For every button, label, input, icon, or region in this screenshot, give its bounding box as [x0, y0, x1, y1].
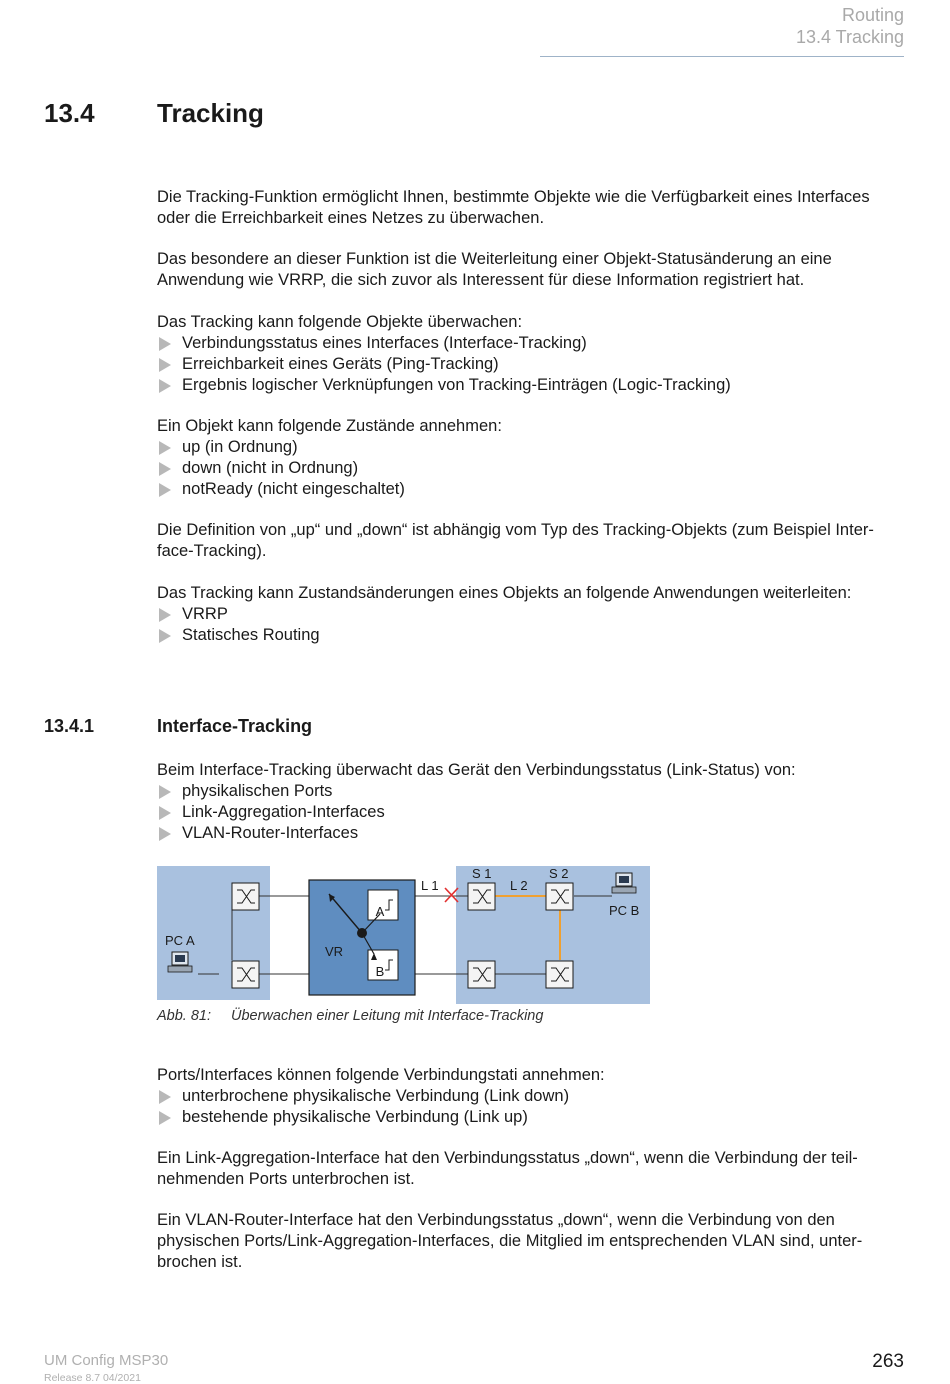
paragraph-text: Das besondere an dieser Funktion ist die Weiterleitung einer Objekt-Statusänderung an eine Anwendung wie VRRP, die sich zuvor als Interessent für diese Information registriert hat.: [157, 250, 832, 289]
bullet-triangle-icon: [159, 827, 171, 841]
link-l2-label: L 2: [510, 878, 528, 893]
bullet-triangle-icon: [159, 1111, 171, 1125]
subsection-number: 13.4.1: [44, 716, 95, 736]
bullet-triangle-icon: [159, 483, 171, 497]
list-item: [157, 458, 907, 479]
list-item: [157, 1107, 907, 1128]
list-item: [157, 625, 907, 646]
pc-a-label: PC A: [165, 933, 195, 948]
bullet-triangle-icon: [159, 608, 171, 622]
footer-doc-title: UM Config MSP30: [44, 1352, 169, 1369]
list-applications: [157, 583, 907, 646]
list-item-text: physikalischen Ports: [182, 782, 333, 800]
pc-b-label: PC B: [609, 903, 640, 918]
list-item: [157, 781, 907, 802]
list-item: [157, 479, 907, 500]
list-intro: Beim Interface-Tracking überwacht das Gerät den Verbindungsstatus (Link-Status) von:: [157, 761, 796, 779]
list-item-text: VRRP: [182, 605, 228, 623]
list-intro: Das Tracking kann Zustandsänderungen eines Objekts an folgende Anwendungen weiterleiten:: [157, 584, 852, 602]
list-item: [157, 333, 907, 354]
section-number: 13.4: [44, 98, 95, 128]
pc-b-icon: [612, 873, 636, 893]
paragraph-vlan-router: [157, 1210, 907, 1273]
figure-caption-number: Abb. 81:: [157, 1008, 212, 1024]
list-item: [157, 1086, 907, 1107]
interface-tracking-diagram: [157, 866, 650, 1006]
list-item-text: Verbindungsstatus eines Interfaces (Interface-Tracking): [182, 334, 587, 352]
page-number: 263: [872, 1351, 904, 1372]
router-label: VR: [324, 944, 344, 959]
list-item-text: up (in Ordnung): [182, 438, 298, 456]
header-section: 13.4 Tracking: [795, 27, 904, 47]
figure-caption-text: Überwachen einer Leitung mit Interface-Tracking: [231, 1008, 544, 1024]
list-intro: Ein Objekt kann folgende Zustände annehmen:: [157, 417, 502, 435]
paragraph-intro: [157, 187, 907, 229]
interface-b-label: B: [375, 964, 385, 979]
list-link-states: [157, 1065, 907, 1128]
paragraph-forwarding: [157, 249, 907, 291]
footer-release: Release 8.7 04/2021: [44, 1372, 141, 1384]
list-item: [157, 823, 907, 844]
paragraph-text: Ein VLAN-Router-Interface hat den Verbindungsstatus „down“, wenn die Verbindung von den physischen Ports/Link-Aggregation-Interfaces, die Mitglied im entsprechenden VLAN sind, unter-brochen ist.: [157, 1211, 863, 1271]
paragraph-link-aggregation: [157, 1148, 907, 1190]
list-item-text: Link-Aggregation-Interfaces: [182, 803, 385, 821]
bullet-triangle-icon: [159, 379, 171, 393]
subsection-title: Interface-Tracking: [157, 716, 313, 736]
list-object-states: [157, 416, 907, 500]
bullet-triangle-icon: [159, 337, 171, 351]
header-divider: [540, 56, 904, 57]
list-intro: Das Tracking kann folgende Objekte überwachen:: [157, 313, 523, 331]
link-l1-label: L 1: [421, 878, 439, 893]
list-item-text: Statisches Routing: [182, 626, 320, 644]
switch-s1-icon: [468, 883, 495, 910]
list-item-text: Erreichbarkeit eines Geräts (Ping-Tracking): [182, 355, 499, 373]
list-item: [157, 802, 907, 823]
paragraph-definition: [157, 520, 907, 562]
switch-icon: [232, 883, 259, 910]
list-item: [157, 375, 907, 396]
paragraph-text: Ein Link-Aggregation-Interface hat den Verbindungsstatus „down“, wenn die Verbindung der teil-nehmenden Ports unterbrochen ist.: [157, 1149, 858, 1188]
list-item: [157, 604, 907, 625]
list-item: [157, 437, 907, 458]
figure-caption: [157, 1008, 543, 1024]
switch-s2-icon: [546, 883, 573, 910]
bullet-triangle-icon: [159, 462, 171, 476]
switch-icon: [232, 961, 259, 988]
list-monitored-ports: [157, 760, 907, 844]
bullet-triangle-icon: [159, 441, 171, 455]
list-item: [157, 354, 907, 375]
bullet-triangle-icon: [159, 1090, 171, 1104]
list-item-text: VLAN-Router-Interfaces: [182, 824, 359, 842]
list-intro: Ports/Interfaces können folgende Verbindungstati annehmen:: [157, 1066, 605, 1084]
switch-s2-label: S 2: [549, 866, 569, 881]
list-item-text: unterbrochene physikalische Verbindung (Link down): [182, 1087, 570, 1105]
switch-s1-label: S 1: [472, 866, 492, 881]
bullet-triangle-icon: [159, 806, 171, 820]
list-item-text: Ergebnis logischer Verknüpfungen von Tracking-Einträgen (Logic-Tracking): [182, 376, 731, 394]
list-tracked-objects: [157, 312, 907, 396]
list-item-text: bestehende physikalische Verbindung (Link up): [182, 1108, 528, 1126]
interface-a-label: A: [375, 904, 385, 919]
section-title: Tracking: [157, 98, 264, 128]
paragraph-text: Die Definition von „up“ und „down“ ist abhängig vom Typ des Tracking-Objekts (zum Beispiel Inter-face-Tracking).: [157, 521, 874, 560]
list-item-text: notReady (nicht eingeschaltet): [182, 480, 405, 498]
switch-icon: [468, 961, 495, 988]
paragraph-text: Die Tracking-Funktion ermöglicht Ihnen, bestimmte Objekte wie die Verfügbarkeit eines Interfaces oder die Erreichbarkeit eines Netzes zu überwachen.: [157, 188, 870, 227]
bullet-triangle-icon: [159, 358, 171, 372]
header-chapter: Routing: [841, 5, 904, 25]
pc-a-icon: [168, 952, 192, 972]
bullet-triangle-icon: [159, 629, 171, 643]
list-item-text: down (nicht in Ordnung): [182, 459, 359, 477]
bullet-triangle-icon: [159, 785, 171, 799]
switch-icon: [546, 961, 573, 988]
